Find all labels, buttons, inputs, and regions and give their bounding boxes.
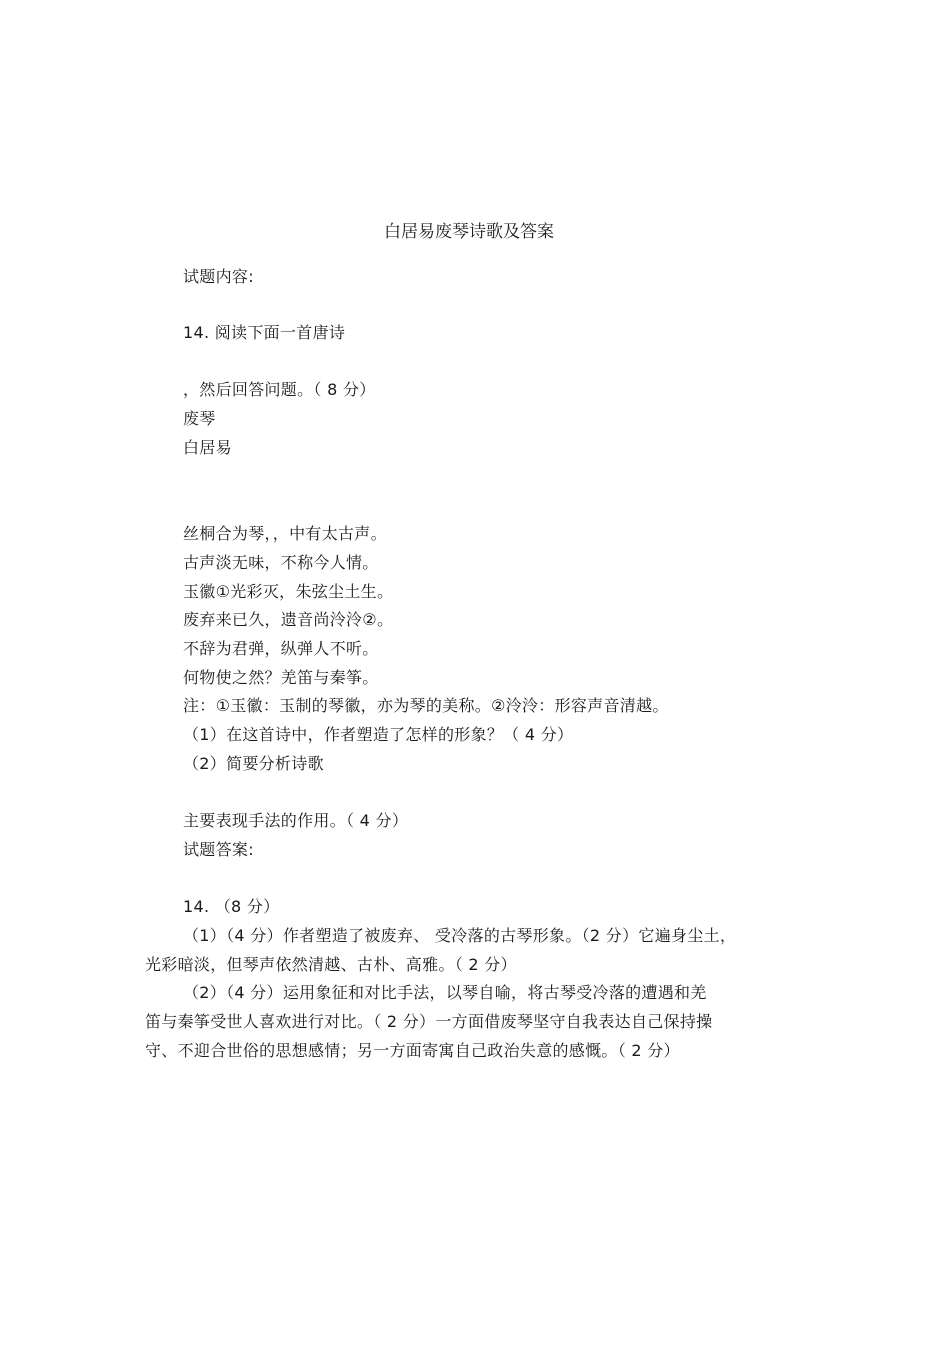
document-title: 白居易废琴诗歌及答案 xyxy=(384,222,554,242)
poem-line: 何物使之然？羌笛与秦筝。 xyxy=(183,668,379,687)
poem-line: 不辞为君弹，纵弹人不听。 xyxy=(183,639,379,658)
sub-question-2-continued: 主要表现手法的作用。（ 4 分） xyxy=(183,811,409,830)
poem-note: 注：①玉徽：玉制的琴徽，亦为琴的美称。②泠泠：形容声音清越。 xyxy=(183,696,669,715)
poem-line: 古声淡无味，不称今人情。 xyxy=(183,553,379,572)
sub-question-1: （1）在这首诗中，作者塑造了怎样的形象？（ 4 分） xyxy=(183,725,574,744)
answer-line: （1）（4 分）作者塑造了被废弃、 受冷落的古琴形象。（2 分）它遍身尘土， xyxy=(183,926,737,945)
poem-title: 废琴 xyxy=(183,409,216,428)
poem-author: 白居易 xyxy=(183,438,232,457)
question-instruction: ，然后回答问题。（ 8 分） xyxy=(183,380,376,399)
answer-section-label: 试题答案: xyxy=(183,840,254,859)
answer-line: 守、不迎合世俗的思想感情；另一方面寄寓自己政治失意的感慨。（ 2 分） xyxy=(145,1041,680,1060)
answer-line: （2）（4 分）运用象征和对比手法，以琴自喻，将古琴受冷落的遭遇和羌 xyxy=(183,983,707,1002)
poem-line: 丝桐合为琴，，中有太古声。 xyxy=(183,524,387,543)
poem-line: 废弃来已久，遗音尚泠泠②。 xyxy=(183,610,394,629)
question-section-label: 试题内容: xyxy=(183,267,254,286)
sub-question-2: （2）简要分析诗歌 xyxy=(183,754,324,773)
poem-line: 玉徽①光彩灭，朱弦尘土生。 xyxy=(183,582,394,601)
question-number-line: 14. 阅读下面一首唐诗 xyxy=(183,323,346,342)
answer-header: 14. （8 分） xyxy=(183,897,280,916)
answer-line: 笛与秦筝受世人喜欢进行对比。（ 2 分）一方面借废琴坚守自我表达自己保持操 xyxy=(145,1012,713,1031)
answer-line: 光彩暗淡，但琴声依然清越、古朴、高雅。（ 2 分） xyxy=(145,955,517,974)
